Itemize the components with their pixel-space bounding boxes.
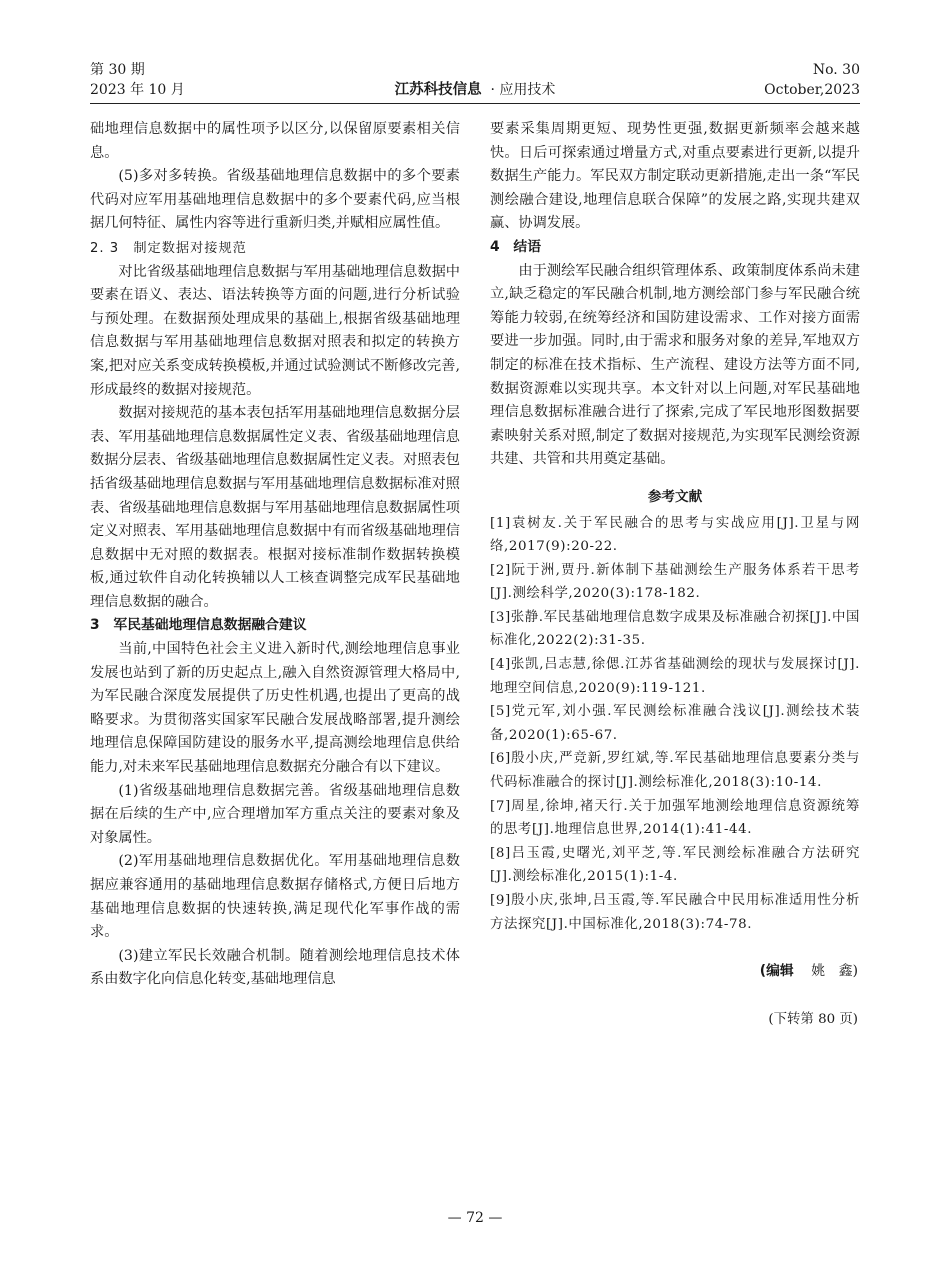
issue-date-cn: 2023 年 10 月 [90, 82, 185, 98]
issue-number-cn: 第 30 期 [90, 62, 145, 78]
right-column [490, 118, 860, 1031]
paragraph: 数据对接规范的基本表包括军用基础地理信息数据分层表、军用基础地理信息数据属性定义表、省级基础地理信息数据分层表、省级基础地理信息数据属性定义表。对照表包括省级基础地理信息数据与军用基础地理信息数据标准对照表、省级基础地理信息数据与军用基础地理信息数据属性项定义对照表、军用基础地理信息数据中有而省级基础地理信息数据中无对照的数据表。根据对接标准制作数据转换模板,通过软件自动化转换辅以人工核查调整完成军民基础地理信息数据的融合。 [90, 405, 460, 610]
issue-number-en: No. 30 [812, 62, 860, 78]
reference-item: [7]周星,徐坤,褚天行.关于加强军地测绘地理信息资源统筹的思考[J].地理信息世界,2014(1):41-44. [490, 798, 860, 838]
paragraph: 由于测绘军民融合组织管理体系、政策制度体系尚未建立,缺乏稳定的军民融合机制,地方测绘部门参与军民融合统筹能力较弱,在统筹经济和国防建设需求、工作对接方面需要进一步加强。同时,由于需求和服务对象的差异,军地双方制定的标准在技术指标、生产流程、建设方法等方面不同,数据资源难以实现共享。本文针对以上问题,对军民基础地理信息数据标准融合进行了探索,完成了军民地形图数据要素映射关系对照,制定了数据对接规范,为实现军民测绘资源共建、共管和共用奠定基础。 [490, 262, 860, 468]
reference-list [490, 512, 860, 937]
reference-item: [3]张静.军民基础地理信息数字成果及标准融合初探[J].中国标准化,2022(2):31-35. [490, 609, 860, 649]
references-title: 参考文献 [647, 488, 703, 505]
issue-date-en: October,2023 [764, 82, 860, 98]
paragraph: (3)建立军民长效融合机制。随着测绘地理信息技术体系由数字化向信息化转变,基础地理信息 [90, 947, 460, 988]
journal-name: 江苏科技信息 [394, 82, 482, 98]
section-heading-4: 4 结语 [490, 238, 541, 255]
reference-item: [8]吕玉霞,史曙光,刘平芝,等.军民测绘标准融合方法研究[J].测绘标准化,2015(1):1-4. [490, 845, 860, 885]
section-heading-2-3: 2. 3 制定数据对接规范 [90, 240, 247, 256]
paragraph: 对比省级基础地理信息数据与军用基础地理信息数据中要素在语义、表达、语法转换等方面的问题,进行分析试验与预处理。在数据预处理成果的基础上,根据省级基础地理信息数据与军用基础地理信息数据对照表和拟定的转换方案,把对应关系变成转换模板,并通过试验测试不断修改完善,形成最终的数据对接规范。 [90, 263, 460, 398]
paragraph: (5)多对多转换。省级基础地理信息数据中的多个要素代码对应军用基础地理信息数据中的多个要素代码,应当根据几何特征、属性内容等进行重新归类,并赋相应属性值。 [90, 168, 460, 232]
left-column [90, 118, 460, 992]
reference-item: [4]张凯,吕志慧,徐偲.江苏省基础测绘的现状与发展探讨[J].地理空间信息,2020(9):119-121. [490, 657, 860, 696]
paragraph: 要素采集周期更短、现势性更强,数据更新频率会越来越快。日后可探索通过增量方式,对重点要素进行更新,以提升数据生产能力。军民双方制定联动更新措施,走出一条“军民测绘融合建设,地理信息联合保障”的发展之路,实现共建双赢、协调发展。 [490, 121, 860, 232]
reference-item: [5]党元军,刘小强.军民测绘标准融合浅议[J].测绘技术装备,2020(1):65-67. [490, 704, 860, 743]
header-divider [90, 103, 860, 104]
section-heading-3: 3 军民基础地理信息数据融合建议 [90, 617, 307, 634]
header-right [764, 60, 860, 100]
paragraph: (1)省级基础地理信息数据完善。省级基础地理信息数据在后续的生产中,应合理增加军方重点关注的要素对象及对象属性。 [90, 782, 460, 846]
page-number: — 72 — [447, 1210, 503, 1226]
reference-item: [9]殷小庆,张坤,吕玉霞,等.军民融合中民用标准适用性分析方法探究[J].中国标准化,2018(3):74-78. [490, 893, 860, 932]
editor-name: 姚 鑫) [811, 963, 858, 980]
reference-item: [6]殷小庆,严竞新,罗红斌,等.军民基础地理信息要素分类与代码标准融合的探讨[J].测绘标准化,2018(3):10-14. [490, 751, 860, 791]
reference-item: [2]阮于洲,贾丹.新体制下基础测绘生产服务体系若干思考[J].测绘科学,2020(3):178-182. [490, 562, 860, 602]
reference-item: [1]袁树友.关于军民融合的思考与实战应用[J].卫星与网络,2017(9):20-22. [490, 515, 860, 555]
editor-label: (编辑 [759, 963, 794, 980]
section-name: · 应用技术 [490, 82, 556, 98]
paragraph: 础地理信息数据中的属性项予以区分,以保留原要素相关信息。 [90, 121, 460, 161]
continued-note: (下转第 80 页) [768, 1011, 858, 1027]
editor-note [490, 960, 860, 984]
paragraph: 当前,中国特色社会主义进入新时代,测绘地理信息事业发展也站到了新的历史起点上,融入自然资源管理大格局中,为军民融合深度发展提供了历史性机遇,也提出了更高的战略要求。为贯彻落实国家军民融合发展战略部署,提升测绘地理信息保障国防建设的服务水平,提高测绘地理信息供给能力,对未来军民基础地理信息数据充分融合有以下建议。 [90, 641, 460, 776]
paragraph: (2)军用基础地理信息数据优化。军用基础地理信息数据应兼容通用的基础地理信息数据存储格式,方便日后地方基础地理信息数据的快速转换,满足现代化军事作战的需求。 [90, 853, 460, 941]
